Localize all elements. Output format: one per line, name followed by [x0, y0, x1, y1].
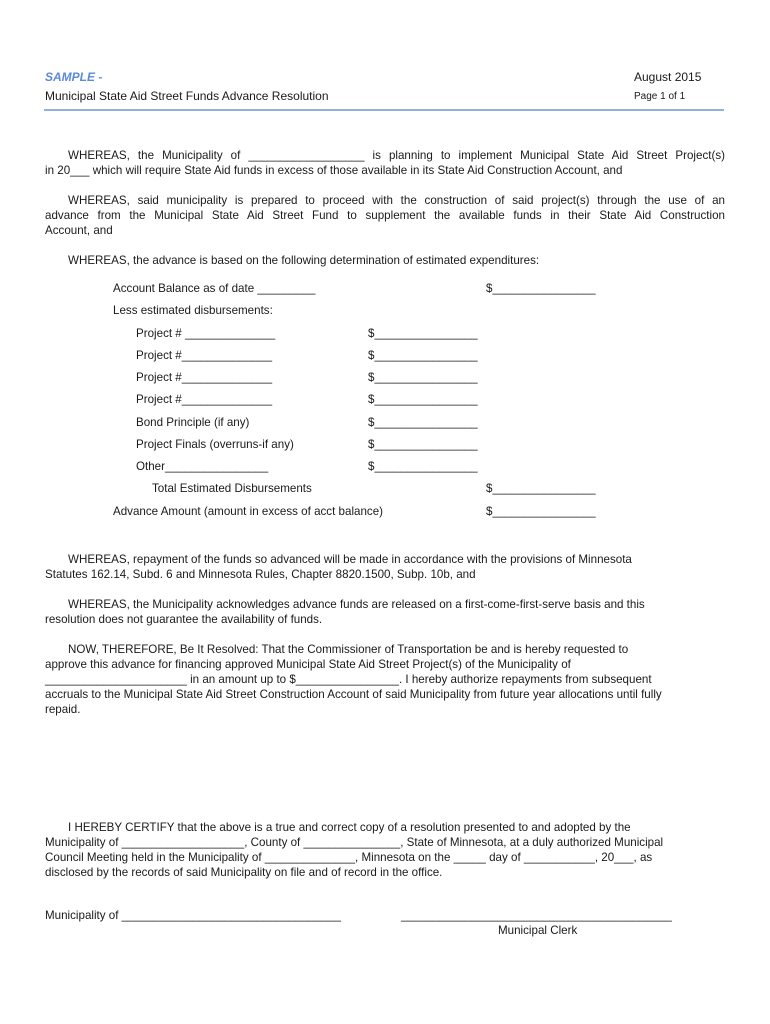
paragraph-line: Statutes 162.14, Subd. 6 and Minnesota Rules, Chapter 8820.1500, Subp. 10b, and: [45, 568, 476, 581]
project-1-label: Project # ______________: [136, 327, 276, 340]
bond-principle-label: Bond Principle (if any): [136, 416, 250, 429]
paragraph-line: WHEREAS, repayment of the funds so advanced will be made in accordance with the provisions of Minnesota: [68, 553, 632, 566]
paragraph-line: ______________________ in an amount up to $________________. I hereby authorize repayments from subsequent: [45, 673, 652, 686]
paragraph-line: accruals to the Municipal State Aid Street Construction Account of said Municipality from future year allocations until fully: [45, 688, 662, 701]
paragraph-line: Council Meeting held in the Municipality of ______________, Minnesota on the _____ day of ___________, 20___, as: [45, 851, 653, 864]
whereas-paragraph-3: [45, 253, 725, 268]
other-amount: $________________: [368, 460, 478, 473]
project-4-amount: $________________: [368, 393, 478, 406]
clerk-signature-line: __________________________________________: [401, 909, 672, 922]
paragraph-line: approve this advance for financing approved Municipal State Aid Street Project(s) of the Municipality of: [45, 658, 571, 671]
document-date: August 2015: [634, 70, 702, 84]
paragraph-line: advance from the Municipal State Aid Street Fund to supplement the available funds in their State Aid Construction: [45, 209, 725, 222]
project-2-amount: $________________: [368, 349, 478, 362]
advance-amount-label: Advance Amount (amount in excess of acct balance): [113, 505, 384, 518]
paragraph-line: resolution does not guarantee the availability of funds.: [45, 613, 323, 626]
paragraph-line: Municipality of ___________________, County of _______________, State of Minnesota, at a duly authorized Municipal: [45, 836, 664, 849]
project-finals-amount: $________________: [368, 438, 478, 451]
whereas-paragraph-5: [45, 597, 725, 627]
other-label: Other________________: [136, 460, 269, 473]
project-2-label: Project #______________: [136, 349, 273, 362]
bond-principle-amount: $________________: [368, 416, 478, 429]
resolved-paragraph: [45, 642, 725, 717]
whereas-paragraph-4: [45, 552, 725, 582]
header-divider: [44, 109, 724, 111]
whereas-paragraph-2: [45, 193, 725, 238]
project-finals-label: Project Finals (overruns-if any): [136, 438, 294, 451]
project-3-amount: $________________: [368, 371, 478, 384]
certification-paragraph: [45, 820, 725, 880]
paragraph-line: repaid.: [45, 703, 81, 716]
paragraph-line: I HEREBY CERTIFY that the above is a true and correct copy of a resolution presented to and adopted by the: [68, 821, 631, 834]
sample-label: SAMPLE -: [45, 70, 103, 84]
paragraph-line: WHEREAS, the Municipality acknowledges advance funds are released on a first-come-first-serve basis and this: [68, 598, 645, 611]
project-1-amount: $________________: [368, 327, 478, 340]
less-disbursements-label: Less estimated disbursements:: [113, 304, 273, 317]
paragraph-line: Account, and: [45, 224, 113, 237]
document-title: Municipal State Aid Street Funds Advance Resolution: [45, 89, 329, 103]
paragraph-line: WHEREAS, the Municipality of __________________ is planning to implement Municipal State Aid Street Project(s): [68, 149, 725, 162]
account-balance-label: Account Balance as of date _________: [113, 282, 316, 295]
total-disbursements-amount: $________________: [486, 482, 596, 495]
paragraph-line: WHEREAS, said municipality is prepared to proceed with the construction of said project(s) through the use of an: [68, 194, 725, 207]
municipality-signature-line: Municipality of __________________________________: [45, 909, 341, 922]
account-balance-amount: $________________: [486, 282, 596, 295]
paragraph-line: NOW, THEREFORE, Be It Resolved: That the Commissioner of Transportation be and is hereby requested to: [68, 643, 629, 656]
whereas-paragraph-1: [45, 148, 725, 178]
page-number: Page 1 of 1: [634, 91, 686, 102]
project-3-label: Project #______________: [136, 371, 273, 384]
advance-amount-value: $________________: [486, 505, 596, 518]
paragraph-line: WHEREAS, the advance is based on the following determination of estimated expenditures:: [68, 254, 540, 267]
paragraph-line: in 20___ which will require State Aid funds in excess of those available in its State Aid Construction Account, and: [45, 164, 623, 177]
project-4-label: Project #______________: [136, 393, 273, 406]
total-disbursements-label: Total Estimated Disbursements: [152, 482, 312, 495]
clerk-label: Municipal Clerk: [498, 924, 578, 937]
paragraph-line: disclosed by the records of said Municipality on file and of record in the office.: [45, 866, 443, 879]
